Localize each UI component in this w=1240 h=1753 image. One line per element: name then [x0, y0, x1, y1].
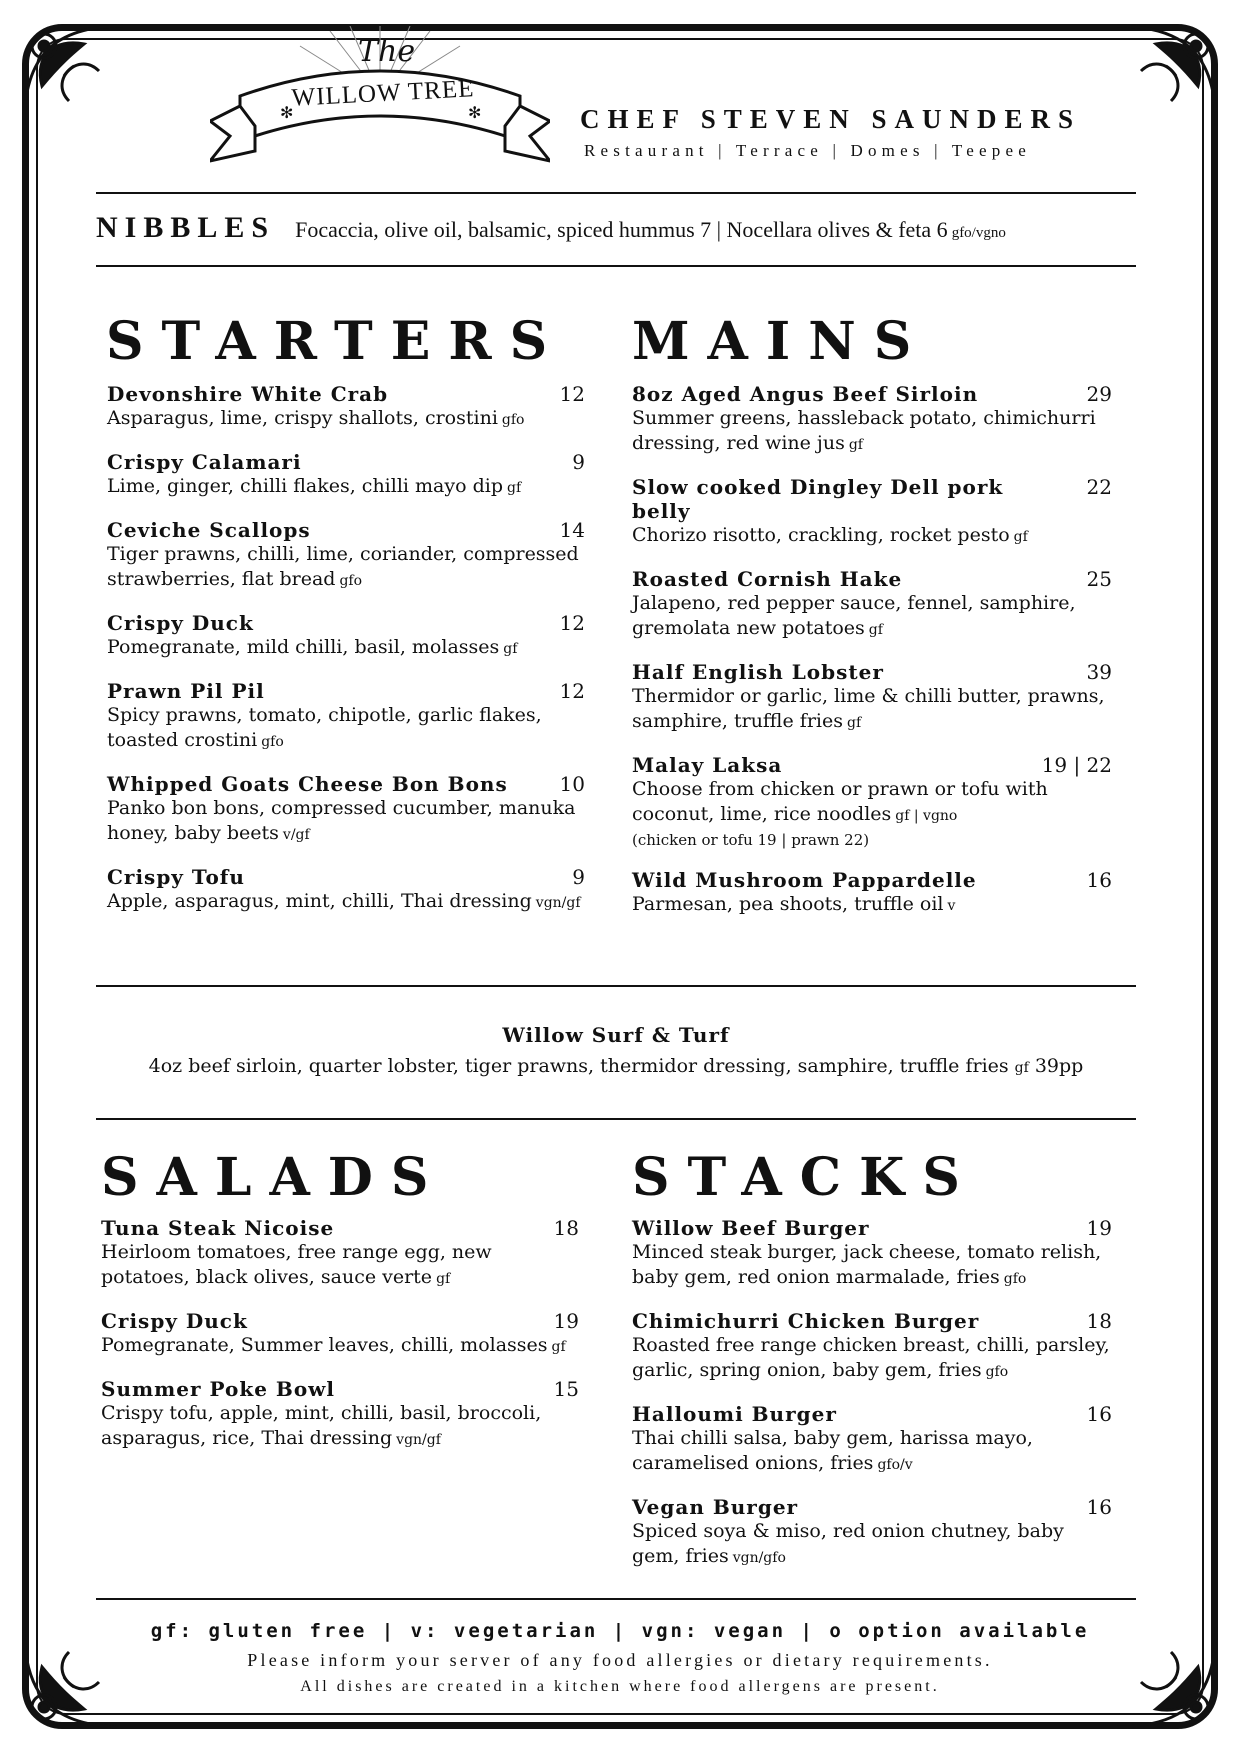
mains-list: [632, 382, 1112, 936]
dietary-tag: gf | vgno: [895, 808, 958, 824]
item-description: Parmesan, pea shoots, truffle oil v: [632, 893, 956, 915]
nibbles-row: [96, 211, 1146, 245]
item-name: Crispy Duck: [101, 1309, 248, 1333]
divider: [96, 1598, 1136, 1600]
menu-item: [107, 518, 585, 594]
menu-item: [107, 772, 585, 848]
item-description: Crispy tofu, apple, mint, chilli, basil, broccoli, asparagus, rice, Thai dressing vgn/gf: [101, 1402, 542, 1449]
dietary-tag: gfo: [339, 573, 363, 589]
surf-turf-title: Willow Surf & Turf: [502, 1023, 730, 1047]
item-description: Heirloom tomatoes, free range egg, new potatoes, black olives, sauce verte gf: [101, 1241, 492, 1288]
dietary-tag: v/gf: [282, 827, 310, 843]
item-name: Crispy Duck: [107, 611, 254, 635]
chef-name: CHEF STEVEN SAUNDERS: [580, 104, 1082, 134]
kitchen-notice: All dishes are created in a kitchen where food allergens are present.: [300, 1678, 940, 1695]
item-description: Jalapeno, red pepper sauce, fennel, samphire, gremolata new potatoes gf: [632, 592, 1076, 639]
dietary-tag: gf: [503, 641, 518, 657]
nibbles-items: Focaccia, olive oil, balsamic, spiced hummus 7 | Nocellara olives & feta 6: [295, 217, 948, 242]
item-name: Wild Mushroom Pappardelle: [632, 868, 977, 892]
menu-item: [632, 567, 1112, 643]
item-price: 19 | 22: [1041, 753, 1112, 777]
item-name: Ceviche Scallops: [107, 518, 311, 542]
starters-list: [107, 382, 585, 933]
menu-item: [107, 611, 585, 662]
item-name: 8oz Aged Angus Beef Sirloin: [632, 382, 979, 406]
divider: [96, 1118, 1136, 1120]
dietary-tag: gfo: [985, 1364, 1009, 1380]
menu-item: [632, 660, 1112, 736]
dietary-tag: gfo: [501, 412, 525, 428]
stacks-title: STACKS: [632, 1147, 978, 1208]
item-price: 39: [1086, 660, 1112, 684]
dietary-tag: gf: [1014, 1060, 1029, 1076]
item-name: Crispy Calamari: [107, 450, 302, 474]
item-name: Roasted Cornish Hake: [632, 567, 903, 591]
divider: [96, 192, 1136, 194]
dietary-tag: vgn/gf: [535, 895, 581, 911]
item-price: 19: [1086, 1216, 1112, 1240]
item-description: Thai chilli salsa, baby gem, harissa mayo, caramelised onions, fries gfo/v: [632, 1427, 1033, 1474]
item-price: 16: [1086, 1495, 1112, 1519]
svg-text:✻: ✻: [280, 103, 294, 122]
item-description: Tiger prawns, chilli, lime, coriander, compressed strawberries, flat bread gfo: [107, 543, 579, 590]
dietary-tag: gf: [848, 437, 863, 453]
item-price: 9: [572, 865, 585, 889]
surf-turf-description: 4oz beef sirloin, quarter lobster, tiger prawns, thermidor dressing, samphire, truffle fries gf 39pp: [148, 1055, 1084, 1077]
item-price: 39pp: [1034, 1055, 1084, 1077]
dietary-tag: gf: [1013, 529, 1028, 545]
item-name: Slow cooked Dingley Dell pork belly: [632, 475, 1004, 523]
item-price: 9: [572, 450, 585, 474]
salads-title: SALADS: [101, 1147, 447, 1208]
dietary-tag: vgn/gf: [396, 1432, 441, 1448]
item-price: 12: [559, 382, 585, 406]
dietary-tag: gfo/v: [877, 1457, 913, 1473]
dietary-tag: gf: [551, 1339, 566, 1355]
item-price: 18: [553, 1216, 579, 1240]
item-description: Pomegranate, mild chilli, basil, molasses gf: [107, 636, 518, 658]
item-price: 19: [553, 1309, 579, 1333]
item-price: 29: [1086, 382, 1112, 406]
dietary-tag: gfo: [261, 734, 284, 750]
item-description: Choose from chicken or prawn or tofu with coconut, lime, rice noodles gf | vgno: [632, 778, 1048, 825]
starters-title: STARTERS: [106, 311, 566, 372]
item-name: Halloumi Burger: [632, 1402, 837, 1426]
menu-item: [107, 679, 585, 755]
svg-text:✻: ✻: [468, 103, 482, 122]
divider: [96, 265, 1136, 267]
item-price: 16: [1086, 868, 1112, 892]
item-description: Spicy prawns, tomato, chipotle, garlic flakes, toasted crostini gfo: [107, 704, 542, 751]
item-description: Thermidor or garlic, lime & chilli butter, prawns, samphire, truffle fries gf: [632, 685, 1105, 732]
allergy-notice: Please inform your server of any food allergies or dietary requirements.: [247, 1650, 993, 1670]
menu-item: [107, 865, 585, 916]
dietary-tag: gf: [507, 480, 522, 496]
menu-item: [632, 1216, 1112, 1292]
item-price: 12: [559, 679, 585, 703]
item-price: 22: [1086, 475, 1112, 499]
corner-flourish-icon: [1106, 16, 1226, 136]
menu-item: [632, 868, 1112, 919]
item-price: 25: [1086, 567, 1112, 591]
menu-item: [107, 382, 585, 433]
willow-tree-logo: [210, 26, 550, 191]
menu-item: [632, 475, 1112, 550]
menu-item: [101, 1216, 579, 1292]
divider: [96, 985, 1136, 987]
menu-item: [632, 382, 1112, 458]
item-description: Lime, ginger, chilli flakes, chilli mayo dip gf: [107, 475, 522, 497]
item-name: Willow Beef Burger: [632, 1216, 870, 1240]
item-name: Tuna Steak Nicoise: [101, 1216, 335, 1240]
item-name: Summer Poke Bowl: [101, 1377, 335, 1401]
item-price: 12: [559, 611, 585, 635]
item-price: 18: [1086, 1309, 1112, 1333]
mains-title: MAINS: [632, 311, 930, 372]
item-name: Malay Laksa: [632, 753, 783, 777]
item-description: Minced steak burger, jack cheese, tomato relish, baby gem, red onion marmalade, fries gfo: [632, 1241, 1102, 1288]
salads-list: [101, 1216, 579, 1470]
dietary-tag: gfo/vgno: [951, 225, 1006, 241]
item-name: Crispy Tofu: [107, 865, 245, 889]
menu-item: [632, 1402, 1112, 1478]
item-price: 16: [1086, 1402, 1112, 1426]
item-price: 14: [559, 518, 585, 542]
dietary-tag: gf: [436, 1271, 451, 1287]
logo-name-text: WILLOW TREE: [290, 75, 476, 112]
item-name: Half English Lobster: [632, 660, 884, 684]
item-note: (chicken or tofu 19 | prawn 22): [632, 831, 870, 849]
item-description: Panko bon bons, compressed cucumber, manuka honey, baby beets v/gf: [107, 797, 576, 844]
item-name: Chimichurri Chicken Burger: [632, 1309, 980, 1333]
dietary-tag: gfo: [1003, 1271, 1027, 1287]
item-name: Vegan Burger: [632, 1495, 799, 1519]
dietary-tag: gf: [846, 715, 862, 731]
item-description: Roasted free range chicken breast, chilli, parsley, garlic, spring onion, baby gem, fries gfo: [632, 1334, 1110, 1381]
item-description: Summer greens, hassleback potato, chimichurri dressing, red wine jus gf: [632, 407, 1096, 454]
menu-item: [632, 753, 1112, 851]
dietary-tag: vgn/gfo: [732, 1550, 786, 1566]
item-price: 15: [553, 1377, 579, 1401]
item-price: 10: [559, 772, 585, 796]
nibbles-label: NIBBLES: [96, 211, 276, 244]
dietary-key: gf: gluten free | v: vegetarian | vgn: vegan | o option available: [150, 1620, 1090, 1642]
menu-item: [632, 1495, 1112, 1571]
corner-flourish-icon: [14, 16, 134, 136]
dietary-tag: v: [947, 898, 956, 914]
item-name: Prawn Pil Pil: [107, 679, 265, 703]
item-description: Pomegranate, Summer leaves, chilli, molasses gf: [101, 1334, 566, 1356]
menu-item: [632, 1309, 1112, 1385]
logo-the-text: The: [358, 34, 416, 69]
item-name: Devonshire White Crab: [107, 382, 389, 406]
stacks-list: [632, 1216, 1112, 1588]
item-name: Whipped Goats Cheese Bon Bons: [107, 772, 508, 796]
dietary-tag: gf: [868, 622, 883, 638]
menu-item: [107, 450, 585, 501]
menu-item: [101, 1309, 579, 1360]
venue-list: Restaurant | Terrace | Domes | Teepee: [584, 141, 1031, 160]
item-description: Asparagus, lime, crispy shallots, crostini gfo: [107, 407, 525, 429]
menu-item: [101, 1377, 579, 1453]
item-description: Apple, asparagus, mint, chilli, Thai dressing vgn/gf: [107, 890, 581, 912]
item-description: Chorizo risotto, crackling, rocket pesto gf: [632, 524, 1028, 546]
item-description: Spiced soya & miso, red onion chutney, baby gem, fries vgn/gfo: [632, 1520, 1064, 1567]
